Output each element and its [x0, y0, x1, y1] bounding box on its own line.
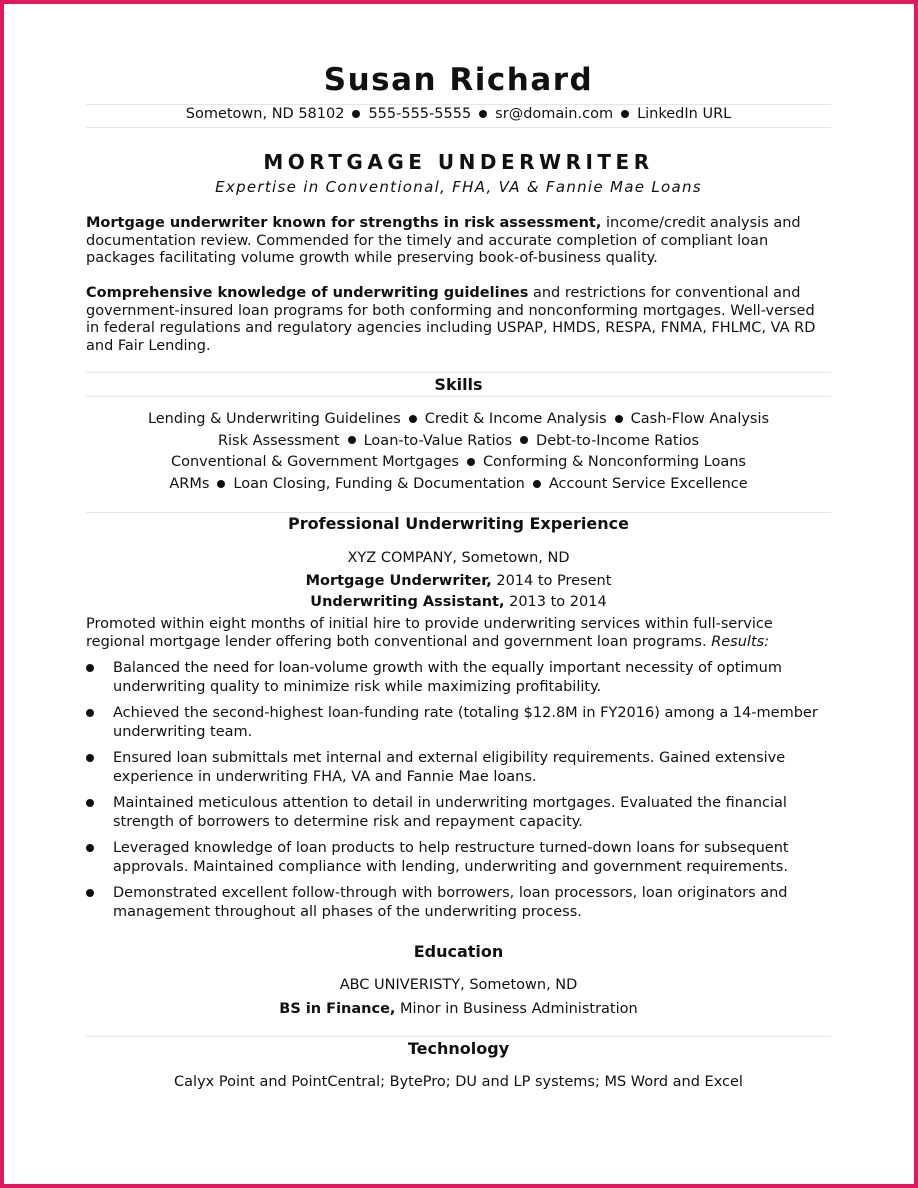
skill-item: Risk Assessment	[217, 432, 340, 449]
list-item	[86, 704, 831, 741]
bullet-dot-icon	[467, 458, 475, 466]
role-line	[86, 573, 831, 589]
skill-item: Conforming & Nonconforming Loans	[482, 454, 746, 471]
list-item-text: Achieved the second-highest loan-funding rate (totaling $12.8M in FY2016) among a 14-member underwriting team.	[113, 705, 818, 740]
skill-item: Lending & Underwriting Guidelines	[147, 411, 401, 427]
school-line: ABC UNIVERISTY, Sometown, ND	[339, 977, 578, 993]
technology-heading: Technology	[407, 1039, 510, 1058]
experience-intro	[86, 616, 831, 651]
summary-paragraph-2	[86, 285, 831, 355]
bullet-dot-icon	[86, 799, 94, 807]
list-item	[86, 794, 831, 831]
skill-item: Credit & Income Analysis	[424, 411, 607, 427]
contact-location: Sometown, ND 58102	[185, 106, 345, 122]
company-line: XYZ COMPANY, Sometown, ND	[347, 550, 570, 566]
bullet-dot-icon	[352, 110, 360, 118]
role-title: Underwriting Assistant,	[310, 594, 505, 610]
role-dates: 2014 to Present	[491, 573, 612, 589]
summary-paragraph-1	[86, 215, 831, 268]
summary-2-bold: Comprehensive knowledge of underwriting guidelines	[86, 285, 529, 301]
bullet-dot-icon	[348, 436, 356, 444]
contact-phone: 555-555-5555	[368, 106, 472, 122]
list-item	[86, 884, 831, 921]
experience-heading: Professional Underwriting Experience	[288, 514, 629, 533]
degree-line	[86, 1001, 831, 1017]
summary-1-text: income/credit analysis and documentation review. Commended for the timely and accurate completion of compliant loan packages facilitating volume growth while preserving book-of-business quality.	[86, 215, 801, 266]
list-item-text: Maintained meticulous attention to detail in underwriting mortgages. Evaluated the financial strength of borrowers to determine risk and repayment capacity.	[113, 795, 787, 830]
bullet-dot-icon	[86, 889, 94, 897]
degree-title: BS in Finance,	[279, 1001, 396, 1017]
bullet-dot-icon	[86, 844, 94, 852]
bullet-dot-icon	[86, 664, 94, 672]
skills-list	[86, 409, 831, 496]
intro-text: Promoted within eight months of initial hire to provide underwriting services within full-service regional mortgage lender offering both conventional and government loan programs.	[86, 616, 773, 650]
bullet-dot-icon	[615, 415, 623, 423]
skill-item: Account Service Excellence	[548, 476, 748, 493]
job-title: MORTGAGE UNDERWRITER	[263, 150, 654, 174]
divider	[86, 372, 831, 373]
bullet-dot-icon	[217, 480, 225, 488]
achievement-list	[86, 659, 831, 929]
skills-row	[86, 474, 831, 496]
degree-minor: Minor in Business Administration	[395, 1001, 638, 1017]
summary-2-text: and restrictions for conventional and government-insured loan programs for both conforming and nonconforming mortgages. Well-versed in federal regulations and regulatory agencies including USPAP, HMDS, RESPA, FNMA, FHLMC, VA RD and Fair Lending.	[86, 285, 816, 354]
list-item	[86, 839, 831, 876]
skill-item: Loan Closing, Funding & Documentation	[233, 476, 525, 493]
divider	[86, 127, 831, 128]
bullet-dot-icon	[621, 110, 629, 118]
divider	[86, 1036, 831, 1037]
list-item-text: Leveraged knowledge of loan products to help restructure turned-down loans for subsequent approvals. Maintained compliance with lending, underwriting and government requirements.	[113, 840, 789, 875]
role-line	[86, 594, 831, 610]
education-heading: Education	[413, 942, 504, 961]
role-dates: 2013 to 2014	[504, 594, 607, 610]
skill-item: Loan-to-Value Ratios	[363, 432, 513, 449]
summary-1-bold: Mortgage underwriter known for strengths in risk assessment,	[86, 215, 602, 231]
role-title: Mortgage Underwriter,	[305, 573, 492, 589]
bullet-dot-icon	[479, 110, 487, 118]
skill-item: Cash-Flow Analysis	[630, 411, 770, 427]
candidate-name: Susan Richard	[323, 62, 594, 98]
list-item	[86, 659, 831, 696]
list-item-text: Demonstrated excellent follow-through with borrowers, loan processors, loan originators and management throughout all phases of the underwriting process.	[113, 885, 788, 920]
skills-row	[86, 431, 831, 453]
skills-row	[86, 409, 831, 431]
skills-row	[86, 452, 831, 474]
list-item	[86, 749, 831, 786]
bullet-dot-icon	[520, 436, 528, 444]
bullet-dot-icon	[533, 480, 541, 488]
skill-item: Conventional & Government Mortgages	[171, 454, 459, 471]
list-item-text: Ensured loan submittals met internal and external eligibility requirements. Gained extensive experience in underwriting FHA, VA and Fannie Mae loans.	[113, 750, 786, 785]
contact-email: sr@domain.com	[495, 106, 614, 122]
bullet-dot-icon	[409, 415, 417, 423]
contact-line	[86, 106, 831, 122]
skill-item: Debt-to-Income Ratios	[536, 432, 700, 449]
bullet-dot-icon	[86, 754, 94, 762]
skill-item: ARMs	[169, 476, 210, 493]
intro-results: Results:	[711, 633, 770, 650]
divider	[86, 512, 831, 513]
bullet-dot-icon	[86, 709, 94, 717]
skills-heading: Skills	[434, 375, 483, 394]
technology-line: Calyx Point and PointCentral; BytePro; DU and LP systems; MS Word and Excel	[174, 1074, 743, 1090]
tagline: Expertise in Conventional, FHA, VA & Fannie Mae Loans	[215, 178, 702, 196]
divider	[86, 104, 831, 105]
list-item-text: Balanced the need for loan-volume growth with the equally important necessity of optimum underwriting quality to minimize risk while maximizing profitability.	[113, 660, 782, 695]
contact-linkedin: LinkedIn URL	[637, 106, 732, 122]
divider	[86, 396, 831, 397]
